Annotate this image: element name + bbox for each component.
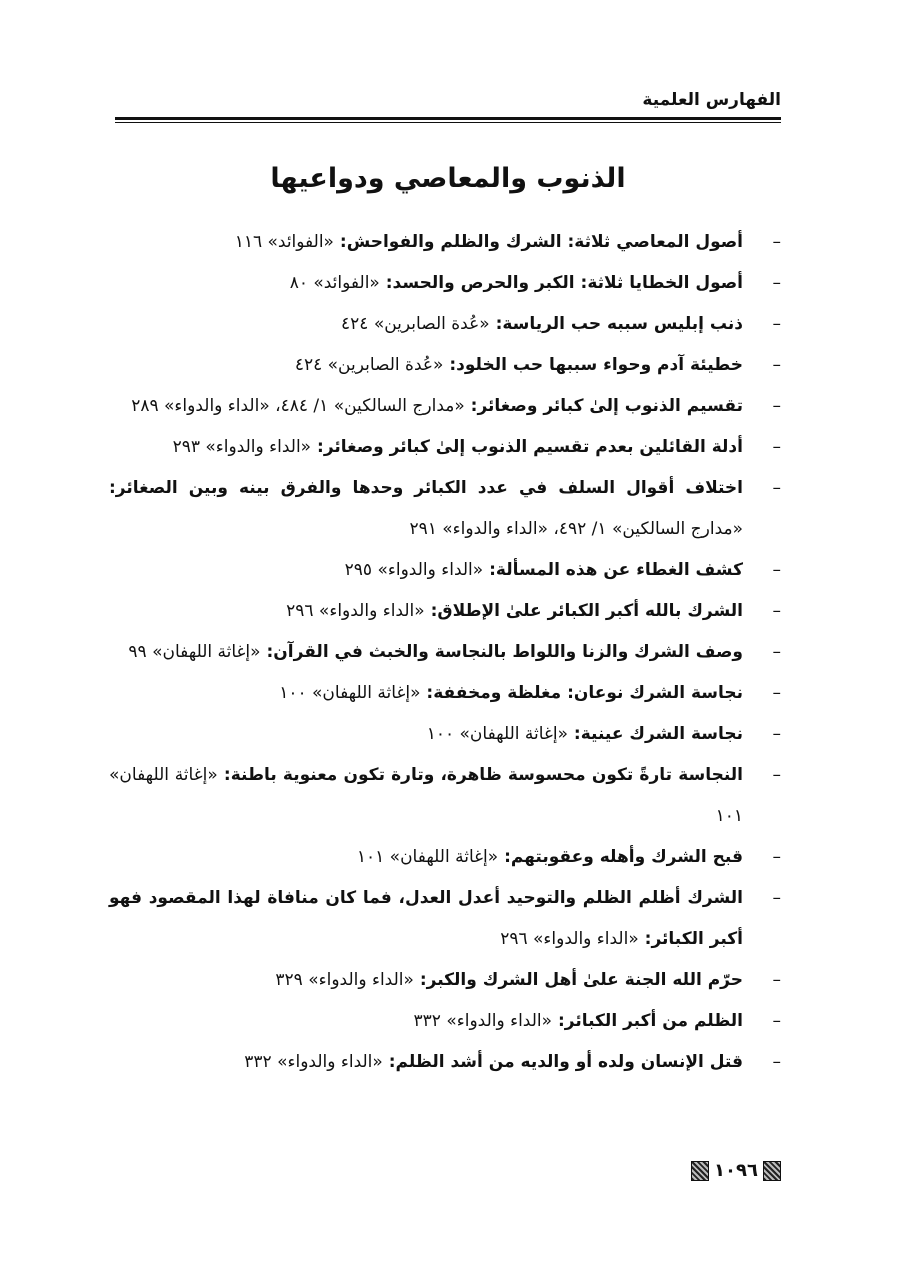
entry-reference: «إغاثة اللهفان» ١٠١ [109,765,743,826]
dash-marker: – [772,888,781,908]
running-header [115,88,781,114]
entry-reference: «الداء والدواء» ٢٩٦ [500,929,639,949]
dash-marker: – [772,724,781,744]
index-entry [109,591,781,632]
dash-marker: – [772,355,781,375]
index-entry [109,304,781,345]
index-entry [109,345,781,386]
index-entry [109,673,781,714]
entry-reference: «الداء والدواء» ٣٣٢ [244,1052,383,1072]
dash-marker: – [772,601,781,621]
dash-marker: – [772,642,781,662]
entry-topic: الشرك بالله أكبر الكبائر علىٰ الإطلاق: [430,601,743,621]
index-entry [109,837,781,878]
entry-topic: نجاسة الشرك عينية: [573,724,743,744]
entry-reference: «الداء والدواء» ٣٢٩ [275,970,414,990]
entry-topic: حرّم الله الجنة علىٰ أهل الشرك والكبر: [419,970,743,990]
dash-marker: – [772,232,781,252]
dash-marker: – [772,478,781,498]
index-entry [109,1001,781,1042]
entry-reference: «إغاثة اللهفان» ٩٩ [128,642,261,662]
ornament-left-icon [691,1161,709,1181]
header-rule-thick [115,117,781,120]
entry-reference: «عُدة الصابرين» ٤٢٤ [294,355,444,375]
dash-marker: – [772,396,781,416]
dash-marker: – [772,765,781,785]
entry-reference: «الفوائد» ٨٠ [289,273,380,293]
dash-marker: – [772,1011,781,1031]
index-entry [109,755,781,837]
index-entry [109,714,781,755]
header-title: الفهارس العلمية [642,90,781,110]
index-entry [109,427,781,468]
dash-marker: – [772,1052,781,1072]
page-footer [691,1156,781,1186]
index-entry [109,263,781,304]
header-rule-thin [115,122,781,123]
entry-reference: «مدارج السالكين» ١/ ٤٩٢، «الداء والدواء» ٢٩١ [409,519,743,539]
entry-topic: أدلة القائلين بعدم تقسيم الذنوب إلىٰ كبائر وصغائر: [317,437,743,457]
entry-reference: «مدارج السالكين» ١/ ٤٨٤، «الداء والدواء» ٢٨٩ [131,396,465,416]
index-entry [109,878,781,960]
index-entry [109,386,781,427]
entry-topic: أصول المعاصي ثلاثة: الشرك والظلم والفواحش: [339,232,743,252]
index-entry [109,222,781,263]
dash-marker: – [772,273,781,293]
dash-marker: – [772,437,781,457]
ornament-right-icon [763,1161,781,1181]
dash-marker: – [772,314,781,334]
entry-reference: «الداء والدواء» ٢٩٥ [344,560,484,580]
entry-reference: «إغاثة اللهفان» ١٠١ [356,847,499,867]
page-number: ١٠٩٦ [714,1160,758,1181]
entry-topic: الشرك أظلم الظلم والتوحيد أعدل العدل، فما كان منافاة لهذا المقصود فهو أكبر الكبائر: [109,888,743,949]
entry-topic: قتل الإنسان ولده أو والديه من أشد الظلم: [388,1052,743,1072]
entry-topic: نجاسة الشرك نوعان: مغلظة ومخففة: [426,683,743,703]
section-title: الذنوب والمعاصي ودواعيها [270,163,626,194]
dash-marker: – [772,847,781,867]
entry-topic: أصول الخطايا ثلاثة: الكبر والحرص والحسد: [385,273,743,293]
entry-topic: ذنب إبليس سببه حب الرياسة: [495,314,743,334]
index-entry [109,550,781,591]
index-entry [109,1042,781,1083]
entry-topic: اختلاف أقوال السلف في عدد الكبائر وحدها والفرق بينه وبين الصغائر: [109,478,743,498]
entry-reference: «الداء والدواء» ٣٣٢ [413,1011,553,1031]
dash-marker: – [772,560,781,580]
dash-marker: – [772,683,781,703]
entry-topic: قبح الشرك وأهله وعقوبتهم: [504,847,743,867]
entry-topic: كشف الغطاء عن هذه المسألة: [489,560,743,580]
entry-reference: «الداء والدواء» ٢٩٣ [172,437,312,457]
dash-marker: – [772,970,781,990]
entry-topic: تقسيم الذنوب إلىٰ كبائر وصغائر: [470,396,743,416]
entry-reference: «إغاثة اللهفان» ١٠٠ [426,724,568,744]
entry-reference: «إغاثة اللهفان» ١٠٠ [279,683,421,703]
index-entry [109,960,781,1001]
entry-reference: «الداء والدواء» ٢٩٦ [286,601,425,621]
entry-reference: «الفوائد» ١١٦ [234,232,334,252]
entry-topic: وصف الشرك والزنا واللواط بالنجاسة والخبث في القرآن: [266,642,743,662]
entry-topic: النجاسة تارةً تكون محسوسة ظاهرة، وتارة تكون معنوية باطنة: [223,765,744,785]
index-entry [109,468,781,550]
entry-topic: الظلم من أكبر الكبائر: [557,1011,743,1031]
entry-reference: «عُدة الصابرين» ٤٢٤ [341,314,490,334]
entry-topic: خطيئة آدم وحواء سببها حب الخلود: [449,355,743,375]
index-entries-list [109,222,781,1083]
index-entry [109,632,781,673]
